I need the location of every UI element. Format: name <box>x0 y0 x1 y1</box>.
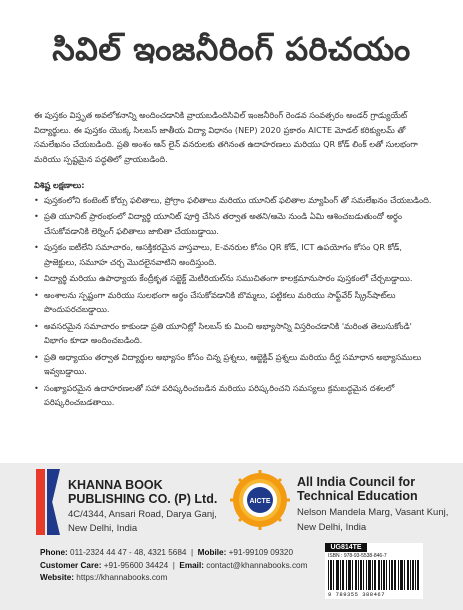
book-title: సివిల్ ఇంజనీరింగ్ పరిచయం <box>52 30 411 68</box>
aicte-name-line2: Technical Education <box>297 489 418 503</box>
mobile-value: +91-99109 09320 <box>228 548 294 557</box>
barcode-icon <box>328 560 420 590</box>
feature-item: • పుస్తకంలోని కంటెంట్ కోర్సు ఫలితాలు, ప్రోగ్రాం ఫలితాలు మరియు యూనిట్ ఫలితాల మ్యాపింగ్ తో సమలేఖనం చేయబడింది. <box>34 193 432 208</box>
mobile-label: Mobile: <box>197 548 227 557</box>
intro-paragraph <box>34 108 432 166</box>
customer-care-label: Customer Care: <box>40 560 102 570</box>
product-code: UG814TE <box>325 543 367 552</box>
aicte-logo-text: AICTE <box>249 498 271 505</box>
customer-care-line: Customer Care: +91-95600 34424 | Email: contact@khannabooks.com <box>40 560 308 570</box>
isbn-text: ISBN : 978-93-5538-846-7 <box>328 553 387 559</box>
publisher-address-line1: 4C/4344, Ansari Road, Darya Ganj, <box>68 509 217 520</box>
logo-red-bar <box>36 469 45 535</box>
publisher-info <box>68 478 217 534</box>
phone-value: 011-2324 44 47 - 48, 4321 5684 <box>70 548 187 557</box>
aicte-address-line2: New Delhi, India <box>297 522 367 533</box>
website-line <box>40 572 307 585</box>
intro-text: ఈ పుస్తకం విస్తృత అవలోకనాన్ని అందించడానికి వ్రాయబడిందిసివిల్ ఇంజనీరింగ్ రెండవ సంవత్సరం అండర్ గ్రాడ్యుయేట్ విద్యార్థులు. ఈ పుస్తకం యొక్క సిలబస్ జాతీయ విద్యా విధానం (NEP) 2020 ప్రకారం AICTE మోడల్ కరిక్యులమ్ తో సమలేఖనం చేయబడింది. ప్రతి అంశం ఆన్ లైన్ వనరులకు తగినంత ఉదాహరణలు మరియు QR కోడ్ లింక్ లతో సులభంగా మరియు స్పష్టమైన పద్ధతిలో వ్రాయబడింది. <box>34 110 418 164</box>
aicte-info <box>297 475 448 533</box>
aicte-address-line1: Nelson Mandela Marg, Vasant Kunj, <box>297 507 449 518</box>
email-label: Email: <box>179 560 204 570</box>
logo-blue-k <box>47 469 60 535</box>
feature-item: • పుస్తకం ఐటీలేని సమాచారం, ఆసక్తికరమైన వాస్తవాలు, E-వనరుల కోసం QR కోడ్, ICT ఉపయోగం కోసం QR కోడ్, ప్రాజెక్టులు, సమూహ చర్చ మొదలైనవాటిని అందిస్తుంది. <box>34 240 432 269</box>
feature-item: • అవసరమైన సమాచారం కాకుండా ప్రతి యూనిట్లో సిలబస్ కు మించి అభ్యాసాన్ని విస్తరించడానికి 'మరింత తెలుసుకోండి' విభాగం కూడా అందించబడింది. <box>34 319 432 348</box>
features-list <box>34 193 432 410</box>
feature-item: • ప్రతి అధ్యాయం తర్వాత విద్యార్థుల అభ్యాసం కోసం చిన్న ప్రశ్నలు, ఆబ్జెక్టివ్ ప్రశ్నలు మరియు దీర్ఘ సమాధాన అభ్యాసములు ఇవ్వబడ్డాయి. <box>34 350 432 379</box>
publisher-address-line2: New Delhi, India <box>68 523 138 534</box>
features-heading: విశిష్ట లక్షణాలు: <box>34 180 85 190</box>
back-cover-text <box>34 108 432 412</box>
publisher-name-line2: PUBLISHING CO. (P) Ltd. <box>68 492 218 506</box>
email-value: contact@khannabooks.com <box>206 560 308 570</box>
publisher-name-line1: KHANNA BOOK <box>68 478 163 492</box>
customer-care-value: +91-95600 34424 <box>103 560 169 570</box>
feature-item: • అంశాలను స్పష్టంగా మరియు సులభంగా అర్థం చేసుకోవడానికి బొమ్మలు, పట్టికలు మరియు సాఫ్ట్‌వేర్ స్క్రీన్‌షాట్‌లు పొందుపరచబడ్డాయి. <box>34 288 432 317</box>
feature-item: • విద్యార్థి మరియు ఉపాధ్యాయ కేంద్రీకృత సబ్జెక్ట్ మెటీరియల్‌ను సముచితంగా కాలక్రమానుసారం పుస్తకంలో చేర్చబడ్డాయి. <box>34 271 432 286</box>
contact-info <box>40 547 307 585</box>
phone-line: Phone: 011-2324 44 47 - 48, 4321 5684 | Mobile: +91-99109 09320 <box>40 548 294 557</box>
feature-item: • ప్రతి యూనిట్ ప్రారంభంలో విద్యార్థి యూనిట్ పూర్తి చేసిన తర్వాత అతని/ఆమె నుండి ఏమి ఆశించబడుతుందో అర్థం చేసుకోవడానికి లెర్నింగ్ ఫలితాలు జాబితా చేయబడ్డాయి. <box>34 209 432 238</box>
khanna-logo-icon <box>36 469 60 535</box>
feature-item: • సంఖ్యాపరమైన ఉదాహరణలతో సహా పరిష్కరించబడిన మరియు పరిష్కరించని సమస్యలు క్రమబద్ధమైన దశలలో పరిష్కరించబడతాయి. <box>34 381 432 410</box>
website-label: Website: <box>40 573 74 582</box>
aicte-logo-icon <box>230 470 290 530</box>
barcode-number: 9 789355 388467 <box>328 591 386 598</box>
aicte-name-line1: All India Council for <box>297 475 416 489</box>
website-value: https://khannabooks.com <box>76 573 168 582</box>
phone-label: Phone: <box>40 548 68 557</box>
barcode-box <box>325 543 423 599</box>
aicte-seal <box>230 470 290 530</box>
